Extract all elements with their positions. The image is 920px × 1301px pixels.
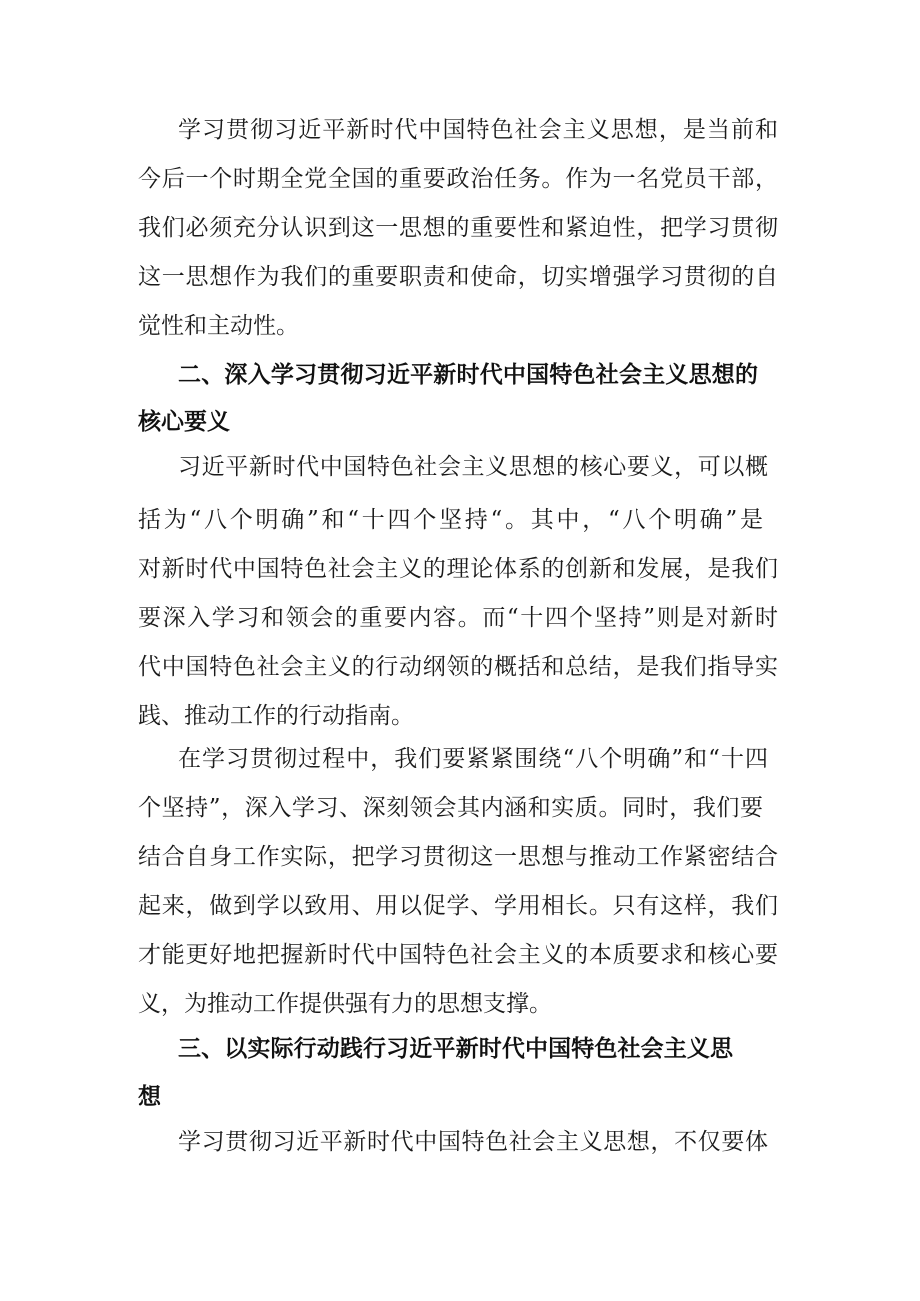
- paragraph-3-line-4: 起来，做到学以致用、用以促学、学用相长。只有这样，我们: [138, 893, 778, 919]
- paragraph-3-line-2: 个坚持”，深入学习、深刻领会其内涵和实质。同时，我们要: [138, 795, 763, 821]
- paragraph-3-line-6: 义，为推动工作提供强有力的思想支撑。: [138, 991, 552, 1017]
- paragraph-1-line-1: 学习贯彻习近平新时代中国特色社会主义思想，是当前和: [178, 117, 778, 143]
- paragraph-2-line-2: 括为“八个明确”和“十四个坚持“。其中，“八个明确”是: [138, 507, 763, 533]
- paragraph-2-line-4: 要深入学习和领会的重要内容。而“十四个坚持”则是对新时: [138, 605, 778, 631]
- paragraph-3-line-3: 结合自身工作实际，把学习贯彻这一思想与推动工作紧密结合: [138, 844, 778, 870]
- section-heading-2-line-1: 二、深入学习贯彻习近平新时代中国特色社会主义思想的: [178, 362, 758, 388]
- paragraph-2-line-1: 习近平新时代中国特色社会主义思想的核心要义，可以概: [178, 454, 768, 480]
- section-heading-2-line-2: 核心要义: [138, 409, 230, 435]
- paragraph-2-line-5: 代中国特色社会主义的行动纲领的概括和总结，是我们指导实: [138, 654, 778, 680]
- paragraph-4-line-1: 学习贯彻习近平新时代中国特色社会主义思想，不仅要体: [178, 1129, 768, 1155]
- paragraph-1-line-4: 这一思想作为我们的重要职责和使命，切实增强学习贯彻的自: [138, 264, 778, 290]
- paragraph-1-line-3: 我们必须充分认识到这一思想的重要性和紧迫性，把学习贯彻: [138, 215, 778, 241]
- paragraph-1-line-2: 今后一个时期全党全国的重要政治任务。作为一名党员干部，: [138, 166, 778, 192]
- paragraph-1-line-5: 觉性和主动性。: [138, 313, 299, 339]
- paragraph-2-line-6: 践、推动工作的行动指南。: [138, 703, 414, 729]
- paragraph-3-line-1: 在学习贯彻过程中，我们要紧紧围绕“八个明确”和“十四: [178, 746, 768, 772]
- section-heading-3-line-2: 想: [138, 1084, 161, 1110]
- paragraph-3-line-5: 才能更好地把握新时代中国特色社会主义的本质要求和核心要: [138, 942, 778, 968]
- paragraph-2-line-3: 对新时代中国特色社会主义的理论体系的创新和发展，是我们: [138, 556, 778, 582]
- section-heading-3-line-1: 三、以实际行动践行习近平新时代中国特色社会主义思: [178, 1036, 733, 1062]
